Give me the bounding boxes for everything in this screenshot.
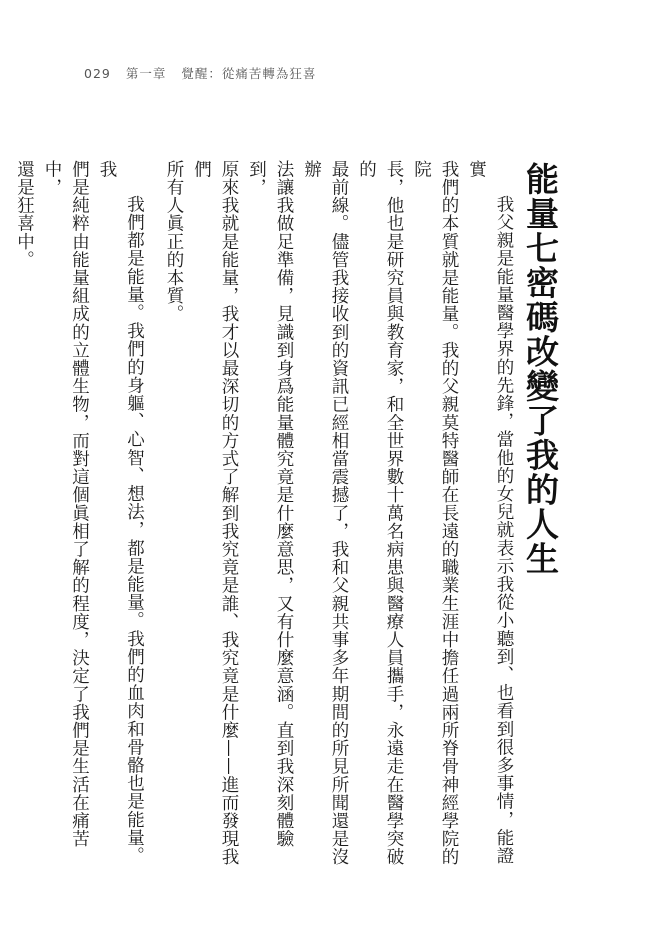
text-line: 原來我就是能量，我才以最深切的方式了解到我究竟是誰、我究竟是什麼——進而發現我們: [191, 160, 239, 866]
paragraph-2: [10, 160, 148, 880]
chapter-subtitle: 覺醒：從痛苦轉為狂喜: [181, 66, 317, 81]
paragraph-1: [160, 160, 518, 880]
page-number: 029: [84, 66, 111, 81]
text-line: 我們的本質就是能量。我的父親莫特醫師在長遠的職業生涯中擔任過兩所脊骨神經學院的院: [411, 160, 459, 866]
text-line: 我父親是能量醫學界的先鋒，當他的女兒就表示我從小聽到、也看到很多事情，能證實: [466, 160, 514, 865]
text-line: 還是狂喜中。: [14, 160, 35, 269]
text-line: 們是純粹由能量組成的立體生物，而對這個眞相了解的程度，決定了我們是生活在痛苦中，: [42, 160, 90, 848]
body-text: [14, 160, 517, 880]
text-line: 所有人眞正的本質。: [164, 160, 184, 323]
running-header: [84, 64, 326, 82]
text-line: 我們都是能量。我們的身軀、心智、想法，都是能量。我們的血肉和骨骼也是能量。我: [97, 160, 145, 865]
section-title: 能量七密碼改變了我的人生: [521, 162, 560, 576]
text-line: 法讓我做足準備，見識到身爲能量體究竟是什麼意思，又有什麼意涵。直到我深刻體驗到，: [246, 160, 294, 848]
text-line: 長，他也是研究員與教育家，和全世界數十萬名病患與醫療人員攜手，永遠走在醫學突破的: [356, 160, 404, 866]
chapter-label: 第一章: [125, 66, 167, 81]
text-line: 最前線。儘管我接收到的資訊已經相當震撼了，我和父親共事多年期間的所見所聞還是沒辦: [301, 160, 349, 866]
